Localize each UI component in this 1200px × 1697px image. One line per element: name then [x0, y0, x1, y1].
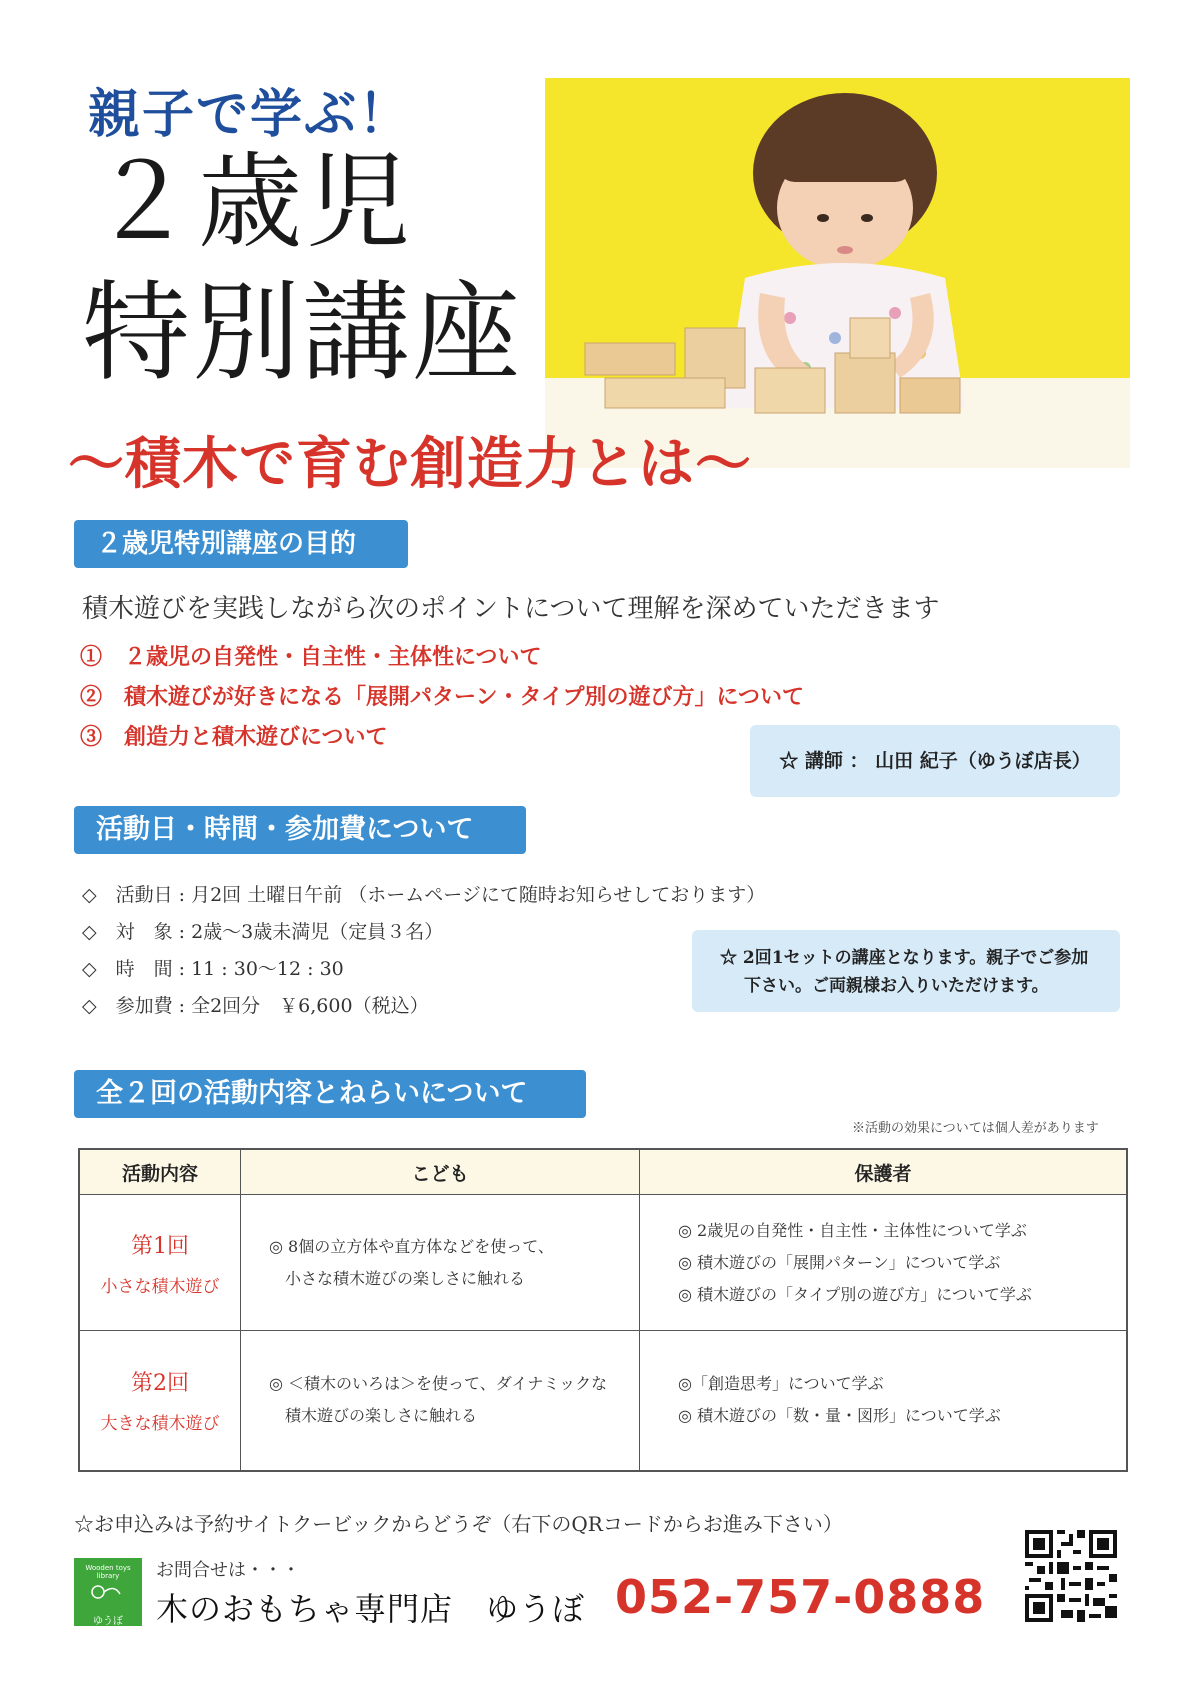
parent-line: ◎ 積木遊びの「タイプ別の遊び方」について学ぶ: [678, 1284, 1032, 1304]
hero-photo: [545, 78, 1130, 468]
round-cell: [79, 1195, 241, 1331]
plan-disclaimer: ※活動の効果については個人差があります: [852, 1121, 1099, 1136]
logo-top-text: Wooden toys library: [85, 1564, 131, 1580]
title-line-1: ２歳児: [90, 141, 415, 263]
shop-name: 木のおもちゃ専門店 ゆうぼ: [156, 1590, 586, 1628]
set-note-callout: [692, 930, 1120, 1012]
child-with-blocks-illustration: [545, 78, 1130, 468]
plan-heading: 全２回の活動内容とねらいについて: [74, 1070, 586, 1118]
round-name: 小さな積木遊び: [100, 1276, 220, 1297]
phone-number[interactable]: 052-757-0888: [615, 1570, 986, 1624]
plan-table-header: [79, 1149, 1127, 1195]
parent-line: ◎ 2歳児の自発性・自主性・主体性について学ぶ: [678, 1220, 1027, 1240]
set-note-line-2: 下さい。ご両親様お入りいただけます。: [744, 976, 1049, 996]
set-note-line-1: ☆ 2回1セットの講座となります。親子でご参加: [720, 948, 1089, 968]
contact-label: お問合せは・・・: [156, 1560, 300, 1581]
round-cell: [79, 1331, 241, 1471]
table-row: [79, 1331, 1127, 1471]
purpose-point-2: ② 積木遊びが好きになる「展開パターン・タイプ別の遊び方」について: [80, 684, 805, 710]
shop-logo: [74, 1558, 142, 1634]
schedule-item-date: ◇ 活動日 : 月2回 土曜日午前 （ホームページにて随時お知らせしております）: [82, 884, 766, 906]
table-row: [79, 1195, 1127, 1331]
subtitle: 〜積木で育む創造力とは〜: [68, 431, 752, 497]
parent-line: ◎「創造思考」について学ぶ: [678, 1374, 884, 1394]
logo-mark-icon: [74, 1580, 142, 1608]
schedule-item-time: ◇ 時 間 : 11 : 30〜12 : 30: [82, 958, 344, 980]
parent-line: ◎ 積木遊びの「数・量・図形」について学ぶ: [678, 1406, 1001, 1426]
child-line: 積木遊びの楽しさに触れる: [269, 1406, 478, 1426]
col-header-parent: 保護者: [640, 1149, 1128, 1195]
plan-table: [78, 1148, 1128, 1472]
logo-main-text: ゆうぼ: [93, 1616, 123, 1627]
purpose-point-1: ① ２歳児の自発性・自主性・主体性について: [80, 644, 542, 670]
purpose-lead: 積木遊びを実践しながら次のポイントについて理解を深めていただきます: [82, 594, 940, 624]
purpose-heading: ２歳児特別講座の目的: [74, 520, 408, 568]
col-header-child: こども: [241, 1149, 640, 1195]
logo-bottom-text: SINCE 1986: [90, 1627, 126, 1634]
apply-instructions: ☆お申込みは予約サイトクービックからどうぞ（右下のQRコードからお進み下さい）: [74, 1512, 843, 1536]
instructor-callout: ☆ 講師 ： 山田 紀子（ゆうぼ店長）: [750, 725, 1120, 797]
child-line: 小さな積木遊びの楽しさに触れる: [269, 1268, 526, 1288]
parent-line: ◎ 積木遊びの「展開パターン」について学ぶ: [678, 1252, 1001, 1272]
child-line: ◎ 8個の立方体や直方体などを使って、: [269, 1236, 554, 1256]
child-cell: [241, 1331, 640, 1471]
round-name: 大きな積木遊び: [100, 1414, 220, 1435]
child-line: ◎ ＜積木のいろは＞を使って、ダイナミックな: [269, 1374, 608, 1394]
qr-code-icon[interactable]: [1025, 1530, 1117, 1622]
child-cell: [241, 1195, 640, 1331]
schedule-heading: 活動日・時間・参加費について: [74, 806, 526, 854]
schedule-item-fee: ◇ 参加費 : 全2回分 ￥6,600（税込）: [82, 995, 429, 1017]
round-number: 第2回: [131, 1371, 189, 1397]
headline: 親子で学ぶ！: [88, 84, 413, 145]
parent-cell: [640, 1195, 1128, 1331]
round-number: 第1回: [131, 1233, 189, 1259]
col-header-activity: 活動内容: [79, 1149, 241, 1195]
purpose-point-3: ③ 創造力と積木遊びについて: [80, 724, 388, 750]
schedule-item-target: ◇ 対 象 : 2歳〜3歳未満児（定員３名）: [82, 921, 444, 943]
title-line-2: 特別講座: [82, 271, 523, 396]
parent-cell: [640, 1331, 1128, 1471]
